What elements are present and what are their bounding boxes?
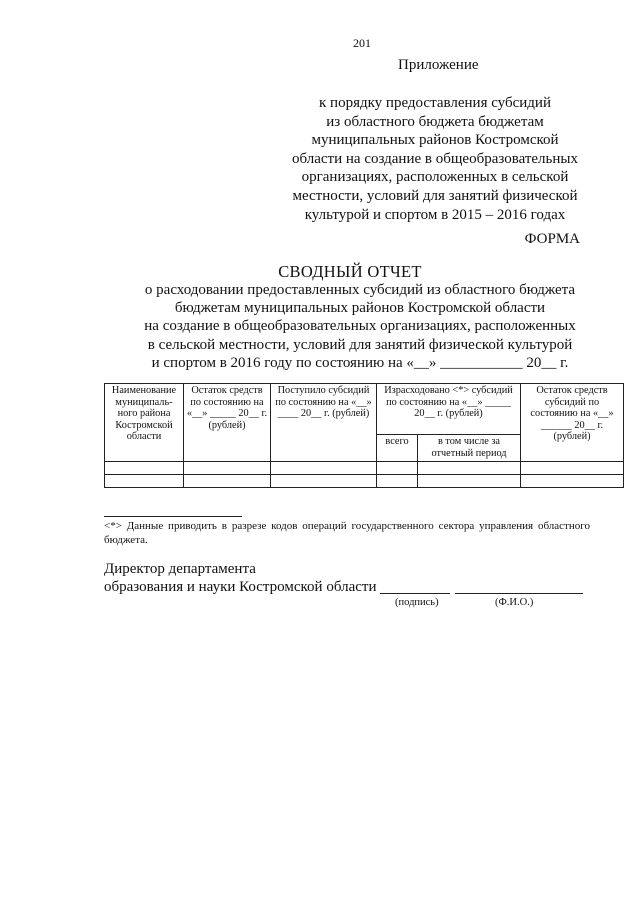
report-line: в сельской местности, условий для занятий физической культурой [147, 336, 573, 353]
footnote: <*> Данные приводить в разрезе кодов операций государственного сектора управления областного бюджета. [104, 520, 590, 546]
table-cell[interactable] [271, 462, 377, 475]
header-balance-end: Остаток средств субсидий по состоянию на «__» ______ 20__ г. (рублей) [521, 384, 624, 462]
table-header-row [105, 384, 624, 435]
appendix-line: области на создание в общеобразовательных [292, 150, 578, 167]
appendix-subtitle [280, 94, 590, 224]
director-org: образования и науки Костромской области [104, 579, 377, 595]
subheader-period: в том числе за отчетный период [418, 435, 521, 462]
table-row [105, 475, 624, 488]
header-received: Поступило субсидий по состоянию на «__» ____ 20__ г. (рублей) [271, 384, 377, 462]
report-table [104, 383, 624, 488]
forma-label: ФОРМА [524, 231, 580, 247]
table-cell[interactable] [105, 462, 184, 475]
table-cell[interactable] [184, 462, 271, 475]
table-cell[interactable] [418, 475, 521, 488]
report-line: и спортом в 2016 году по состоянию на «__» ___________ 20__ г. [151, 354, 569, 371]
signature-line[interactable] [380, 593, 450, 594]
appendix-line: организациях, расположенных в сельской [301, 169, 569, 186]
appendix-line: культурой и спортом в 2015 – 2016 годах [304, 206, 566, 223]
report-line: на создание в общеобразовательных организациях, расположенных [144, 318, 576, 335]
table-cell[interactable] [521, 462, 624, 475]
name-line[interactable] [455, 593, 583, 594]
table-cell[interactable] [377, 462, 418, 475]
table-cell[interactable] [521, 475, 624, 488]
report-line: о расходовании предоставленных субсидий из областного бюджета [144, 282, 576, 298]
table-cell[interactable] [271, 475, 377, 488]
signature-label: (подпись) [395, 597, 439, 608]
footnote-separator [104, 516, 242, 517]
table-cell[interactable] [184, 475, 271, 488]
signature-block [104, 560, 376, 596]
appendix-title: Приложение [398, 57, 479, 73]
director-title: Директор департамента [104, 561, 256, 577]
appendix-line: муниципальных районов Костромской [311, 132, 559, 149]
header-district: Наименование муниципаль-ного района Костромской области [105, 384, 184, 462]
appendix-line: к порядку предоставления субсидий [319, 95, 551, 111]
table-cell[interactable] [105, 475, 184, 488]
table-cell[interactable] [377, 475, 418, 488]
name-label: (Ф.И.О.) [495, 597, 534, 608]
appendix-line: из областного бюджета бюджетам [326, 113, 544, 130]
table-row [105, 462, 624, 475]
table-cell[interactable] [418, 462, 521, 475]
header-balance-start: Остаток средств по состоянию на «__» _____ 20__ г. (рублей) [184, 384, 271, 462]
subheader-total: всего [377, 435, 418, 462]
report-line: бюджетам муниципальных районов Костромской области [174, 300, 546, 317]
appendix-line: местности, условий для занятий физической [292, 187, 578, 204]
report-title: СВОДНЫЙ ОТЧЕТ [278, 262, 422, 281]
report-subtitle [80, 281, 640, 372]
header-spent: Израсходовано <*> субсидий по состоянию на «__» _____ 20__ г. (рублей) [377, 384, 521, 435]
page-number: 201 [353, 36, 371, 50]
